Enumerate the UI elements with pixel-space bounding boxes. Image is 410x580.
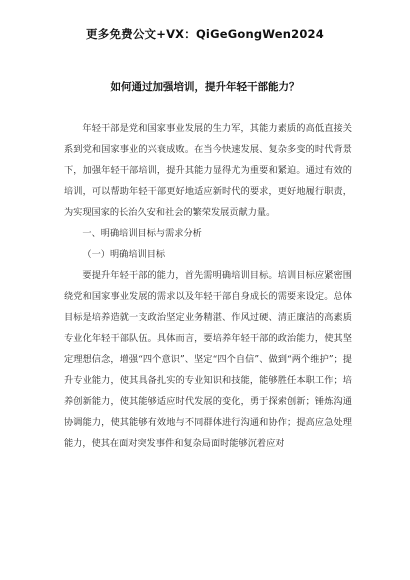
document-title: 如何通过加强培训，提升年轻干部能力？ (110, 81, 300, 93)
intro-paragraph: 年轻干部是党和国家事业发展的生力军，其能力素质的高低直接关系到党和国家事业的兴衰成败。在当今快速发展、复杂多变的时代背景下，加强年轻干部培训，提升其能力显得尤为重要和紧迫。通过有效的培训，可以帮助年轻干部更好地适应新时代的要求，更好地履行职责，为实现国家的长治久安和社会的繁荣发展贡献力量。 (64, 123, 352, 218)
subsection-heading: （一）明确培训目标 (82, 249, 166, 260)
header-banner: 更多免费公文+VX：QiGeGongWen2024 (86, 27, 324, 41)
document-body (64, 118, 352, 454)
subsection-paragraph: 要提升年轻干部的能力，首先需明确培训目标。培训目标应紧密围绕党和国家事业发展的需求以及年轻干部自身成长的需要来设定。总体目标是培养造就一支政治坚定业务精湛、作风过硬、清正廉洁的高素质专业化年轻干部队伍。具体而言，要培养年轻干部的政治能力，使其坚定理想信念，增强“四个意识”、坚定“四个自信”、做到“两个维护”；提升专业能力，使其具备扎实的专业知识和技能，能够胜任本职工作；培养创新能力，使其能够适应时代发展的变化，勇于探索创新；锤炼沟通协调能力，使其能够有效地与不同群体进行沟通和协作；提高应急处理能力，使其在面对突发事件和复杂局面时能够沉着应对 (64, 270, 352, 449)
section-heading: 一、明确培训目标与需求分析 (82, 228, 202, 239)
